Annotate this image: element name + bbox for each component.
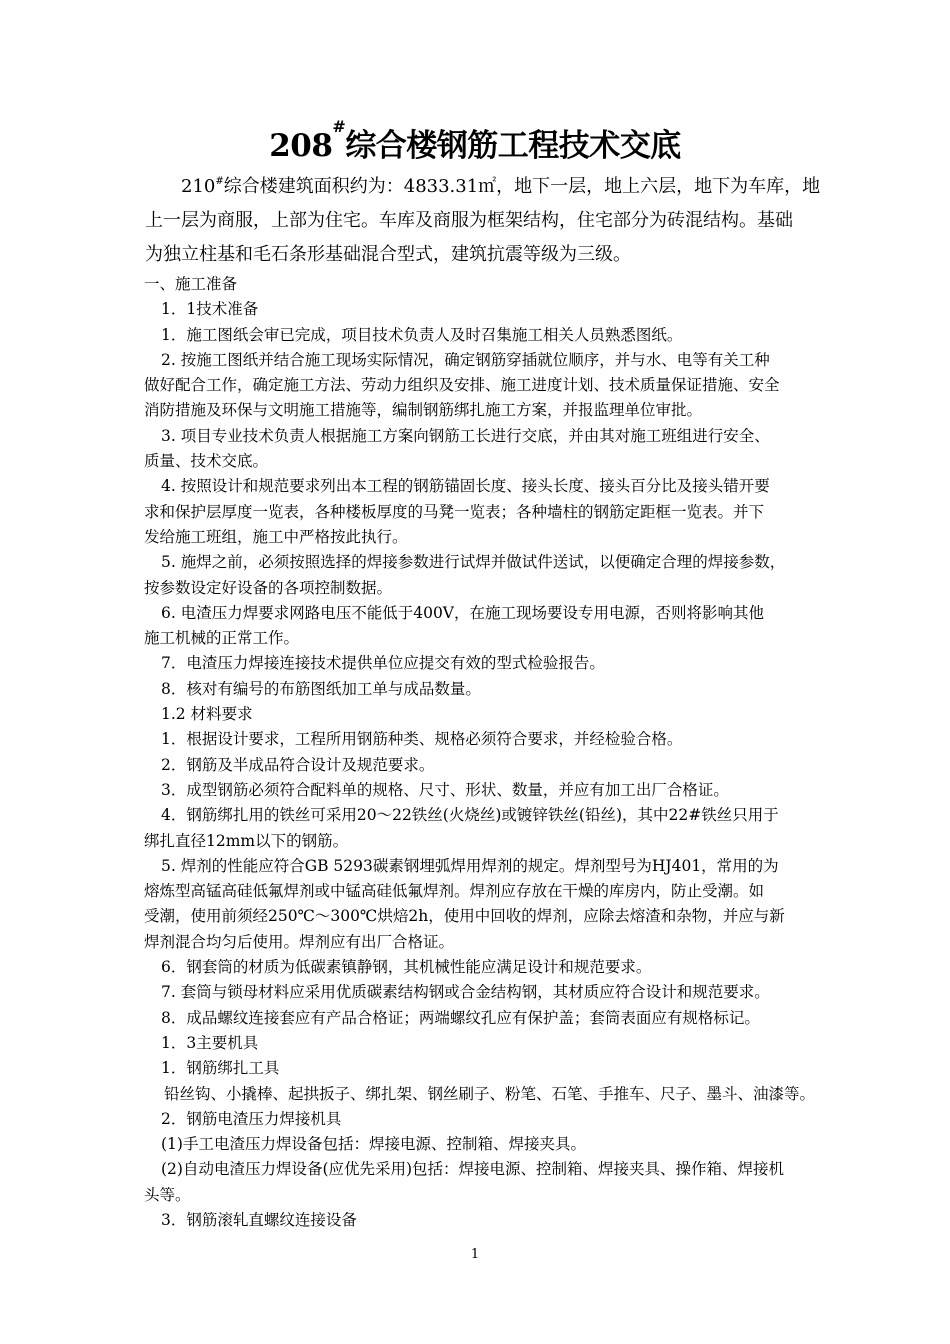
text-line: 质量、技术交底。 xyxy=(144,452,269,471)
text-line: 6. 电渣压力焊要求网路电压不能低于400V，在施工现场要设专用电源，否则将影响其他 xyxy=(161,603,764,622)
text-line: 1．钢筋绑扎工具 xyxy=(161,1059,280,1078)
text-line: 3．成型钢筋必须符合配料单的规格、尺寸、形状、数量，并应有加工出厂合格证。 xyxy=(161,780,729,799)
text-line: 按参数设定好设备的各项控制数据。 xyxy=(144,578,393,597)
text-line: 4．钢筋绑扎用的铁丝可采用20～22铁丝(火烧丝)或镀锌铁丝(铅丝)，其中22#铁丝只用于 xyxy=(161,806,779,825)
text-line: 受潮，使用前须经250℃～300℃烘焙2h，使用中回收的焊剂，应除去熔渣和杂物，并应与新 xyxy=(144,907,785,926)
text-line: 1．施工图纸会审已完成，项目技术负责人及时召集施工相关人员熟悉图纸。 xyxy=(161,325,683,344)
title-number: 208 xyxy=(269,128,333,164)
text-line: (1)手工电渣压力焊设备包括：焊接电源、控制箱、焊接夹具。 xyxy=(161,1135,586,1154)
text-line: 熔炼型高锰高硅低氟焊剂或中锰高硅低氟焊剂。焊剂应存放在干燥的库房内，防止受潮。如 xyxy=(144,882,765,901)
text-line: 4. 按照设计和规范要求列出本工程的钢筋锚固长度、接头长度、接头百分比及接头错开要 xyxy=(161,477,770,496)
text-line: 1．根据设计要求，工程所用钢筋种类、规格必须符合要求，并经检验合格。 xyxy=(161,730,683,749)
subsection-heading: 1．3主要机具 xyxy=(161,1033,259,1052)
text-line: 2. 按施工图纸并结合施工现场实际情况，确定钢筋穿插就位顺序，并与水、电等有关工种 xyxy=(161,350,770,369)
text-line: 5. 焊剂的性能应符合GB 5293碳素钢埋弧焊用焊剂的规定。焊剂型号为HJ401，常用的为 xyxy=(161,856,779,875)
text-line: 头等。 xyxy=(144,1185,191,1204)
subsection-heading: 1.2 材料要求 xyxy=(161,705,253,724)
page-number: 1 xyxy=(470,1247,480,1262)
intro-paragraph xyxy=(145,170,835,272)
text-line: 消防措施及环保与文明施工措施等，编制钢筋绑扎施工方案，并报监理单位审批。 xyxy=(144,401,703,420)
text-line: 3．钢筋滚轧直螺纹连接设备 xyxy=(161,1210,357,1229)
text-line: 焊剂混合均匀后使用。焊剂应有出厂合格证。 xyxy=(144,932,455,951)
title-sup: # xyxy=(332,117,346,136)
text-line: (2)自动电渣压力焊设备(应优先采用)包括：焊接电源、控制箱、焊接夹具、操作箱、焊接机 xyxy=(161,1160,785,1179)
text-line: 5. 施焊之前，必须按照选择的焊接参数进行试焊并做试件送试，以便确定合理的焊接参数， xyxy=(161,553,786,572)
text-line: 7．电渣压力焊接连接技术提供单位应提交有效的型式检验报告。 xyxy=(161,654,605,673)
text-line: 做好配合工作，确定施工方法、劳动力组织及安排、施工进度计划、技术质量保证措施、安全 xyxy=(144,376,780,395)
text-line: 施工机械的正常工作。 xyxy=(144,629,300,648)
text-line: 7. 套筒与锁母材料应采用优质碳素结构钢或合金结构钢，其材质应符合设计和规范要求。 xyxy=(161,983,770,1002)
text-line: 发给施工班组，施工中严格按此执行。 xyxy=(144,527,408,546)
text-line: 2．钢筋及半成品符合设计及规范要求。 xyxy=(161,755,435,774)
section-heading: 一、施工准备 xyxy=(144,275,238,293)
body-text xyxy=(144,272,864,1233)
text-line: 8．成品螺纹连接套应有产品合格证；两端螺纹孔应有保护盖；套筒表面应有规格标记。 xyxy=(161,1008,760,1027)
text-line: 2．钢筋电渣压力焊接机具 xyxy=(161,1109,342,1128)
text-line: 3. 项目专业技术负责人根据施工方案向钢筋工长进行交底，并由其对施工班组进行安全、 xyxy=(161,426,770,445)
subsection-heading: 1．1技术准备 xyxy=(161,300,259,319)
text-line: 求和保护层厚度一览表，各种楼板厚度的马凳一览表；各种墙柱的钢筋定距框一览表。并下 xyxy=(144,502,765,521)
text-line: 8．核对有编号的布筋图纸加工单与成品数量。 xyxy=(161,679,481,698)
document-title xyxy=(0,117,950,165)
title-text: 综合楼钢筋工程技术交底 xyxy=(345,128,681,164)
text-line: 6．钢套筒的材质为低碳素镇静钢，其机械性能应满足设计和规范要求。 xyxy=(161,958,652,977)
intro-line: 上一层为商服，上部为住宅。车库及商服为框架结构，住宅部分为砖混结构。基础 xyxy=(145,210,793,231)
intro-line: 210#综合楼建筑面积约为：4833.31㎡，地下一层，地上六层，地下为车库，地 xyxy=(181,176,821,197)
text-line: 铅丝钩、小撬棒、起拱扳子、绑扎架、钢丝刷子、粉笔、石笔、手推车、尺子、墨斗、油漆等。 xyxy=(164,1084,816,1103)
intro-line: 为独立柱基和毛石条形基础混合型式，建筑抗震等级为三级。 xyxy=(145,244,631,265)
text-line: 绑扎直径12mm以下的钢筋。 xyxy=(144,831,349,850)
